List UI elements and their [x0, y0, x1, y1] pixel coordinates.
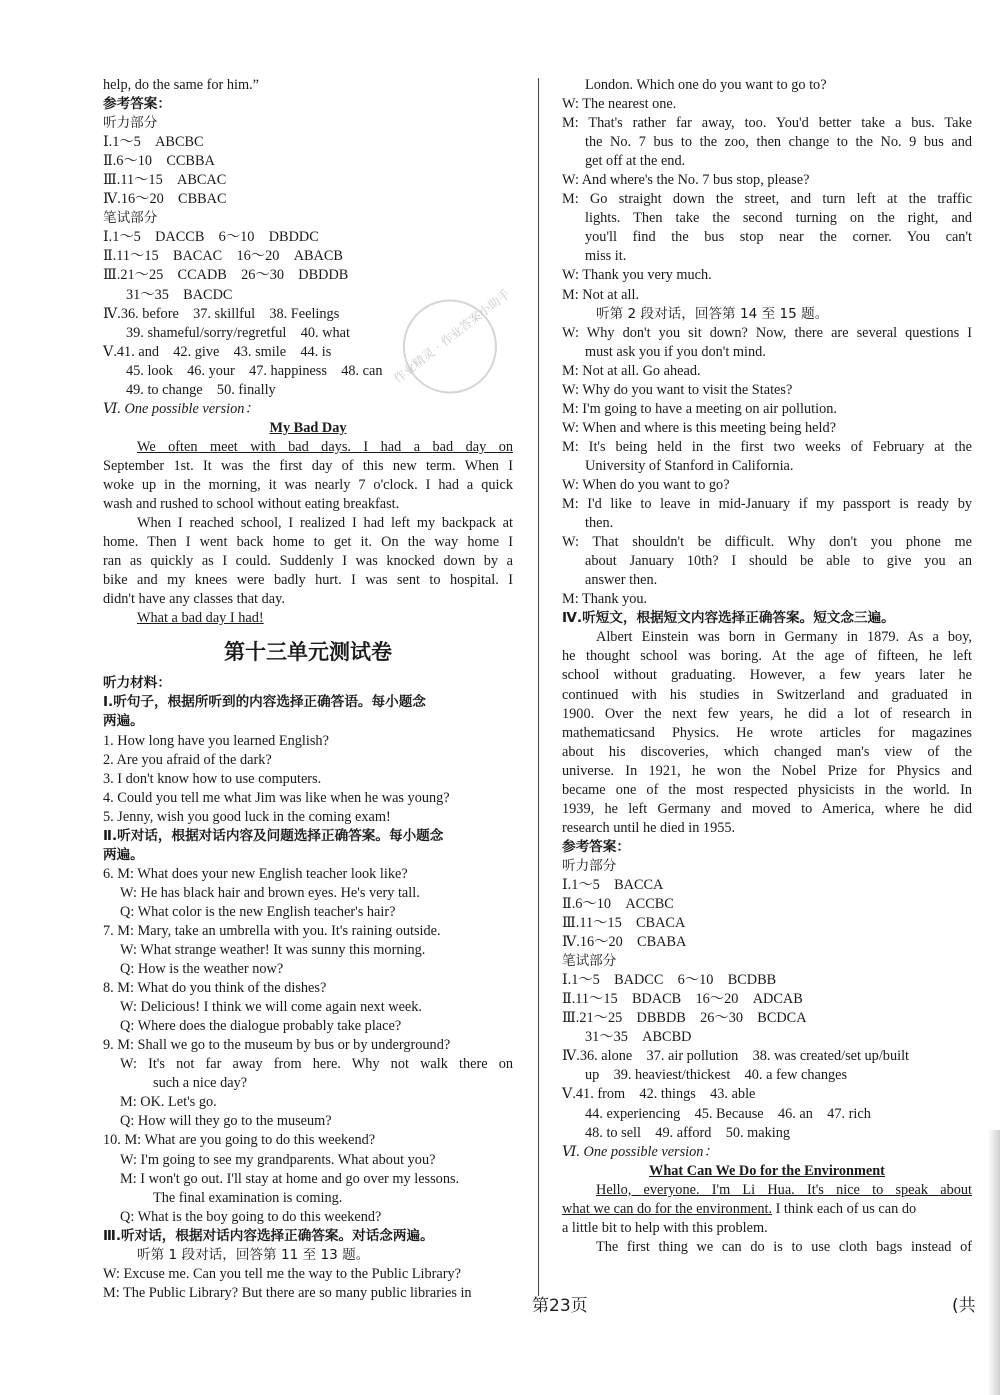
dialogue-line: The final examination is coming. [153, 1189, 343, 1206]
dialogue-line: M: Not at all. [562, 286, 640, 303]
dialogue-line: Q: What color is the new English teacher's hair? [120, 903, 396, 920]
dialogue-line: M: I'm going to have a meeting on air pollution. [562, 400, 837, 417]
part-heading: Ⅱ.听对话，根据对话内容及问题选择正确答案。每小题念 [103, 827, 444, 844]
essay-line: September 1st. It was the first day of this new term. When I [103, 457, 513, 474]
answer-line: 31～35 ABCBD [585, 1029, 692, 1046]
answer-line: Ⅲ.11～15 CBACA [562, 915, 686, 932]
dialogue-line: the No. 7 bus to the zoo, then change to the No. 9 bus and [585, 134, 972, 151]
question-line: 3. I don't know how to use computers. [103, 770, 322, 787]
passage-line: 1900. Over the next few years, he did a lot of research in [562, 705, 972, 722]
question-line: 1. How long have you learned English? [103, 732, 329, 749]
essay-line: didn't have any classes that day. [103, 591, 285, 608]
question-line: 4. Could you tell me what Jim was like when he was young? [103, 789, 450, 806]
dialogue-line: W: It's not far away from here. Why not walk there on [120, 1056, 513, 1073]
essay-underlined-part: what we can do for the environment. [562, 1200, 773, 1217]
essay-line: When I reached school, I realized I had left my backpack at [137, 515, 513, 532]
sub-instruction: 听第 1 段对话，回答第 11 至 13 题。 [137, 1246, 370, 1263]
answer-heading: 参考答案： [562, 838, 630, 855]
essay-line: woke up in the morning, it was nearly 7 o'clock. I had a quick [103, 476, 513, 493]
material-heading: 听力材料： [103, 675, 171, 692]
answer-line: 48. to sell 49. afford 50. making [585, 1124, 791, 1141]
answer-line: 39. shameful/sorry/regretful 40. what [126, 324, 350, 341]
answer-line: Ⅴ.41. from 42. things 43. able [562, 1086, 756, 1103]
passage-line: 1939, he left Germany and moved to America, where he did [562, 800, 972, 817]
part-heading: Ⅲ.听对话，根据对话内容选择正确答案。对话念两遍。 [103, 1227, 434, 1244]
watermark-text: 作业精灵 · 作业答案小助手 [391, 286, 513, 386]
passage-line: he thought school was boring. At the age of fifteen, he left [562, 648, 972, 665]
dialogue-line: about January 10th? I should be able to give you an [585, 553, 972, 570]
passage-line: became one of the most respected physicists in the world. In [562, 781, 972, 798]
dialogue-line: such a nice day? [153, 1075, 248, 1092]
answer-line: Ⅳ.36. alone 37. air pollution 38. was created/set up/built [562, 1048, 910, 1065]
answer-line: Ⅴ.41. and 42. give 43. smile 44. is [103, 343, 332, 360]
essay-title: What Can We Do for the Environment [649, 1162, 885, 1179]
answer-line: Ⅱ.11～15 BDACB 16～20 ADCAB [562, 991, 803, 1008]
dialogue-line: Q: How will they go to the museum? [120, 1113, 332, 1130]
essay-line [562, 1200, 972, 1219]
answer-line: Ⅱ.11～15 BACAC 16～20 ABACB [103, 248, 343, 265]
passage-line: school without graduating. However, a few years later he [562, 667, 972, 684]
listening-heading: 听力部分 [103, 115, 158, 132]
answer-line: 31～35 BACDC [126, 286, 233, 303]
page-total-fragment: (共 [952, 1296, 976, 1316]
dialogue-line: M: OK. Let's go. [120, 1094, 217, 1111]
page-number: 第23页 [532, 1296, 588, 1316]
dialogue-line: 10. M: What are you going to do this weekend? [103, 1132, 376, 1149]
dialogue-line: answer then. [585, 572, 658, 589]
answer-line: 44. experiencing 45. Because 46. an 47. rich [585, 1105, 871, 1122]
version-label: Ⅵ. One possible version： [562, 1143, 718, 1160]
part-heading-cont: 两遍。 [103, 713, 144, 730]
dialogue-line: Q: Where does the dialogue probably take place? [120, 1018, 402, 1035]
dialogue-line: M: I won't go out. I'll stay at home and go over my lessons. [120, 1170, 460, 1187]
dialogue-line: M: It's being held in the first two weeks of February at the [562, 438, 972, 455]
dialogue-line: W: Excuse me. Can you tell me the way to the Public Library? [103, 1265, 461, 1282]
dialogue-line: W: I'm going to see my grandparents. What about you? [120, 1151, 436, 1168]
dialogue-line: 9. M: Shall we go to the museum by bus or by underground? [103, 1037, 451, 1054]
answer-line: up 39. heaviest/thickest 40. a few changes [585, 1067, 848, 1084]
answer-line: Ⅳ.16～20 CBABA [562, 934, 687, 951]
dialogue-line: London. Which one do you want to go to? [585, 77, 827, 93]
dialogue-line: Q: How is the weather now? [120, 961, 284, 978]
dialogue-line: M: That's rather far away, too. You'd better take a bus. Take [562, 115, 972, 132]
dialogue-line: W: Thank you very much. [562, 267, 712, 284]
answer-line: Ⅰ.1～5 BACCA [562, 876, 664, 893]
dialogue-line: M: The Public Library? But there are so many public libraries in [103, 1284, 472, 1301]
dialogue-line: M: Go straight down the street, and turn left at the traffic [562, 191, 972, 208]
essay-line: bike and my knees were badly hurt. I was sent to hospital. I [103, 572, 513, 589]
dialogue-line: get off at the end. [585, 153, 686, 170]
dialogue-line: must ask you if you don't mind. [585, 343, 766, 360]
text-line: help, do the same for him.” [103, 77, 260, 93]
written-heading: 笔试部分 [562, 953, 617, 970]
written-heading: 笔试部分 [103, 210, 158, 227]
dialogue-line: W: Delicious! I think we will come again next week. [120, 999, 422, 1016]
dialogue-line: W: When and where is this meeting being held? [562, 419, 836, 436]
dialogue-line: W: When do you want to go? [562, 476, 730, 493]
dialogue-line: miss it. [585, 248, 627, 265]
part-heading: Ⅳ.听短文，根据短文内容选择正确答案。短文念三遍。 [562, 610, 895, 627]
answer-line: Ⅲ.21～25 DBBDB 26～30 BCDCA [562, 1010, 807, 1027]
page-edge-shadow [988, 1130, 1000, 1395]
version-label: Ⅵ. One possible version： [103, 400, 259, 417]
dialogue-line: Q: What is the boy going to do this weekend? [120, 1208, 382, 1225]
dialogue-line: 8. M: What do you think of the dishes? [103, 980, 327, 997]
essay-line: ran as quickly as I could. Suddenly I was knocked down by a [103, 553, 513, 570]
dialogue-line: M: Not at all. Go ahead. [562, 362, 701, 379]
answer-heading: 参考答案： [103, 96, 171, 113]
answer-line: Ⅲ.11～15 ABCAC [103, 172, 227, 189]
essay-line: home. Then I went back home to get it. On the way home I [103, 534, 513, 551]
sub-instruction: 听第 2 段对话，回答第 14 至 15 题。 [596, 305, 829, 322]
dialogue-line: M: I'd like to leave in mid-January if my passport is ready by [562, 496, 972, 513]
essay-line: What a bad day I had! [137, 610, 264, 627]
dialogue-line: W: Why don't you sit down? Now, there are several questions I [562, 324, 972, 341]
dialogue-line: M: Thank you. [562, 591, 648, 608]
dialogue-line: you'll find the bus stop near the corner. You can't [585, 229, 972, 246]
question-line: 2. Are you afraid of the dark? [103, 751, 272, 768]
answer-line: Ⅰ.1～5 DACCB 6～10 DBDDC [103, 229, 319, 246]
dialogue-line: W: He has black hair and brown eyes. He's very tall. [120, 884, 420, 901]
dialogue-line: W: The nearest one. [562, 96, 677, 113]
essay-line: The first thing we can do is to use cloth bags instead of [596, 1238, 972, 1255]
right-column [562, 76, 972, 1257]
answer-line: Ⅳ.16～20 CBBAC [103, 191, 227, 208]
answer-line: Ⅳ.36. before 37. skillful 38. Feelings [103, 305, 340, 322]
column-divider [538, 78, 539, 1296]
essay-line: wash and rushed to school without eating breakfast. [103, 496, 400, 513]
dialogue-line: 7. M: Mary, take an umbrella with you. It's raining outside. [103, 922, 441, 939]
answer-line: 49. to change 50. finally [126, 381, 276, 398]
listening-heading: 听力部分 [562, 857, 617, 874]
passage-line: about his discoveries, which changed man's view of the [562, 743, 972, 760]
essay-line: Hello, everyone. I'm Li Hua. It's nice to speak about [596, 1181, 972, 1198]
passage-line: Albert Einstein was born in Germany in 1879. As a boy, [596, 629, 972, 646]
part-heading-cont: 两遍。 [103, 846, 144, 863]
essay-line: We often meet with bad days. I had a bad day on [137, 438, 513, 455]
dialogue-line: then. [585, 515, 614, 532]
answer-line: Ⅰ.1～5 ABCBC [103, 134, 204, 151]
passage-line: universe. In 1921, he won the Nobel Prize for Physics and [562, 762, 972, 779]
answer-line: Ⅲ.21～25 CCADB 26～30 DBDDB [103, 267, 349, 284]
essay-remainder: I think each of us can do [772, 1200, 917, 1217]
dialogue-line: W: Why do you want to visit the States? [562, 381, 793, 398]
answer-line: Ⅱ.6～10 CCBBA [103, 153, 215, 170]
passage-line: mathematicsand Physics. He wrote articles for magazines [562, 724, 972, 741]
essay-line: a little bit to help with this problem. [562, 1219, 768, 1236]
essay-title: My Bad Day [269, 419, 347, 436]
dialogue-line: W: What strange weather! It was sunny this morning. [120, 942, 426, 959]
section-title: 第十三单元测试卷 [224, 640, 392, 665]
page-footer [0, 1297, 1000, 1327]
answer-line: Ⅱ.6～10 ACCBC [562, 896, 674, 913]
answer-line: 45. look 46. your 47. happiness 48. can [126, 362, 383, 379]
dialogue-line: University of Stanford in California. [585, 457, 794, 474]
question-line: 5. Jenny, wish you good luck in the coming exam! [103, 808, 391, 825]
passage-line: continued with his studies in Switzerland and graduated in [562, 686, 972, 703]
dialogue-line: 6. M: What does your new English teacher look like? [103, 865, 408, 882]
dialogue-line: W: That shouldn't be difficult. Why don't you phone me [562, 534, 972, 551]
part-heading: Ⅰ.听句子，根据所听到的内容选择正确答语。每小题念 [103, 694, 426, 711]
left-column [103, 76, 513, 1303]
dialogue-line: lights. Then take the second turning on the right, and [585, 210, 972, 227]
dialogue-line: W: And where's the No. 7 bus stop, please? [562, 172, 810, 189]
answer-line: Ⅰ.1～5 BADCC 6～10 BCDBB [562, 972, 777, 989]
passage-line: research until he died in 1955. [562, 819, 736, 836]
